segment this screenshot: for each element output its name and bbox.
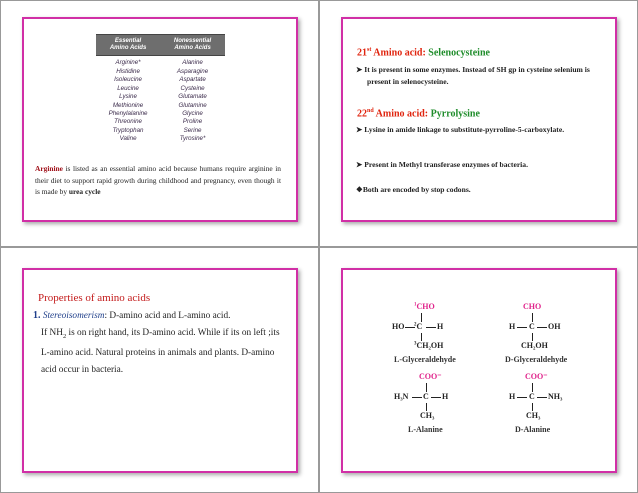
structure-caption: L-Glyceraldehyde xyxy=(394,355,456,364)
bond-line xyxy=(431,397,441,398)
subscript: 2 xyxy=(62,332,67,340)
amino-acid-table xyxy=(96,34,225,168)
bond-line xyxy=(537,327,547,328)
list-item: Valine xyxy=(119,135,137,143)
list-item: Asparagine xyxy=(176,67,209,75)
carbonyl-group: $^1$CHO xyxy=(414,302,435,311)
structure-caption: D-Glyceraldehyde xyxy=(505,355,568,364)
heading-name: Pyrrolysine xyxy=(430,108,480,120)
l-alanine-structure xyxy=(392,372,472,442)
chiral-carbon: C xyxy=(423,392,429,401)
list-item: Glycine xyxy=(182,109,203,117)
list-item: Proline xyxy=(182,118,203,126)
bond-line xyxy=(426,383,427,392)
arrow-bullet-icon: ➤ xyxy=(356,65,363,74)
left-substituent: H xyxy=(509,322,516,331)
right-substituent: H xyxy=(442,392,449,401)
carboxylate-group: COO⁻ xyxy=(419,372,442,381)
bullet-selenocysteine xyxy=(356,64,611,88)
bullet-text: It is present in some enzymes. Instead of SH gp in cysteine selenium is present in selenocysteine. xyxy=(364,65,590,86)
diamond-bullet-icon: ❖ xyxy=(356,185,363,194)
chiral-carbon: C xyxy=(529,392,535,401)
heading-number: 22 xyxy=(357,108,367,120)
hydroxymethyl-group: CH₂OH xyxy=(521,341,548,350)
list-item: Cysteine xyxy=(180,84,205,92)
list-item: Threonine xyxy=(114,118,142,126)
list-item: Serine xyxy=(183,126,202,134)
methyl-group: CH₃ xyxy=(526,411,541,420)
d-alanine-structure xyxy=(503,372,583,442)
essential-list xyxy=(96,56,160,168)
heading-name: Selenocysteine xyxy=(428,47,490,59)
table-header-essential: Essential Amino Acids xyxy=(96,35,160,56)
list-item: Tryptophan xyxy=(112,126,144,134)
structure-caption: L-Alanine xyxy=(408,425,443,434)
bond-line xyxy=(426,403,427,411)
arrow-bullet-icon: ➤ xyxy=(356,160,363,169)
item-number: 1. xyxy=(33,310,41,321)
carbonyl-group: CHO xyxy=(523,302,542,311)
heading-label: Amino acid: xyxy=(375,108,429,120)
bond-line xyxy=(421,333,422,341)
body-text: is on right hand, its D-amino acid. While if its on left ;its L-amino acid. Natural proteins in animals and plants. D-amino acid occur in bacteria. xyxy=(41,328,280,375)
bond-line xyxy=(532,313,533,322)
heading-pyrrolysine xyxy=(357,108,480,119)
bond-line xyxy=(426,327,436,328)
methyl-group: CH₃ xyxy=(420,411,435,420)
arginine-term: Arginine xyxy=(35,164,63,173)
bond-line xyxy=(537,397,547,398)
list-item: Leucine xyxy=(117,84,139,92)
nonessential-list xyxy=(160,56,225,168)
heading-superscript: st xyxy=(367,47,372,53)
stereoisomerism-text xyxy=(33,307,281,379)
urea-cycle-term: urea cycle xyxy=(68,187,101,196)
right-substituent: H xyxy=(437,322,444,331)
list-item: Lysine xyxy=(119,93,137,101)
d-glyceraldehyde-structure xyxy=(503,302,583,372)
bullet-pyrrolysine xyxy=(356,124,611,136)
left-substituent: H xyxy=(509,392,516,401)
list-item: Methionine xyxy=(112,101,144,109)
bond-line xyxy=(532,383,533,392)
chiral-carbon: C xyxy=(529,322,535,331)
body-text: If NH xyxy=(41,328,63,338)
chiral-carbon: $^2$C xyxy=(414,322,423,331)
list-item: Arginine* xyxy=(115,59,141,67)
body-line: : D-amino acid and L-amino acid. xyxy=(104,311,231,321)
body-paragraph xyxy=(33,325,281,379)
bullet-text: Both are encoded by stop codons. xyxy=(362,185,471,194)
table-header-nonessential: Nonessential Amino Acids xyxy=(160,35,225,56)
list-item: Phenylalanine xyxy=(108,109,148,117)
list-item: Aspartate xyxy=(179,76,206,84)
bullet-text: Present in Methyl transferase enzymes of bacteria. xyxy=(364,160,528,169)
right-substituent: OH xyxy=(548,322,561,331)
heading-superscript: nd xyxy=(367,108,374,114)
bond-line xyxy=(412,397,422,398)
structure-caption: D-Alanine xyxy=(515,425,551,434)
left-substituent: H₃N xyxy=(394,392,409,401)
arginine-note-text: is listed as an essential amino acid because humans require arginine in their diet to support rapid growth during childhood and pregnancy, even though it is made by xyxy=(35,164,281,196)
list-item: Isoleucine xyxy=(114,76,142,84)
left-substituent: HO xyxy=(392,322,405,331)
bond-line xyxy=(517,397,527,398)
arginine-note xyxy=(35,163,281,198)
stereoisomerism-term: Stereoisomerism xyxy=(42,311,105,321)
list-item: Glutamine xyxy=(178,101,207,109)
heading-label: Amino acid: xyxy=(373,47,426,59)
hydroxymethyl-group: $^3$CH₂OH xyxy=(414,341,444,350)
heading-number: 21 xyxy=(357,47,367,59)
arrow-bullet-icon: ➤ xyxy=(356,125,363,134)
heading-selenocysteine xyxy=(357,47,490,58)
bond-line xyxy=(421,313,422,322)
carboxylate-group: COO⁻ xyxy=(525,372,548,381)
bond-line xyxy=(517,327,527,328)
bullet-text: Lysine in amide linkage to substitute-pyrroline-5-carboxylate. xyxy=(364,125,565,134)
bullet-methyl-transferase xyxy=(356,159,606,171)
list-item: Histidine xyxy=(116,67,140,75)
bullet-stop-codons xyxy=(356,184,606,196)
list-item: Glutamate xyxy=(178,93,207,101)
slide-title: Properties of amino acids xyxy=(38,292,151,304)
list-item: Alanine xyxy=(182,59,203,67)
bond-line xyxy=(532,403,533,411)
right-substituent: NH₃ xyxy=(548,392,563,401)
l-glyceraldehyde-structure xyxy=(392,302,472,372)
bond-line xyxy=(532,333,533,341)
list-item: Tyrosine* xyxy=(179,135,206,143)
